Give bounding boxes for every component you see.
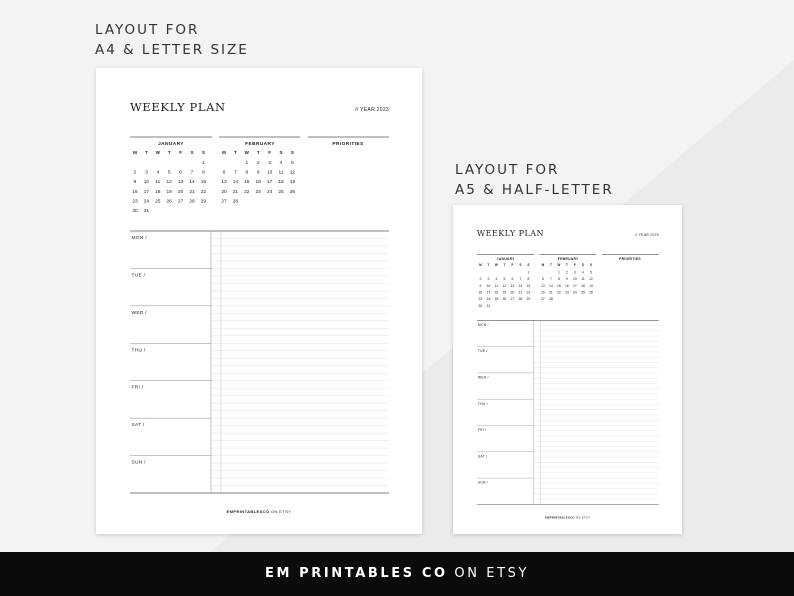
- a4-month-0-date-17: 17: [143, 189, 150, 195]
- a5-month-0-date-18: 18: [494, 290, 499, 295]
- a5-day-4: FRI /: [477, 428, 487, 433]
- a4-month-1-date-26: 26: [289, 189, 296, 195]
- a5-month-0-date-27: 27: [510, 297, 515, 302]
- a4-priorities: PRIORITIES: [332, 142, 364, 147]
- a5-month-0-dow-0: M: [479, 263, 482, 268]
- a5-month-0-dow-1: T: [487, 263, 490, 268]
- a4-month-0-dow-4: F: [179, 150, 182, 155]
- a4-month-1-date-9: 9: [256, 170, 260, 176]
- a4-month-1-date-8: 8: [245, 170, 249, 176]
- a4-title: WEEKLY PLAN: [130, 100, 226, 114]
- a4-month-0-date-27: 27: [177, 199, 184, 205]
- a4-month-1-date-15: 15: [244, 180, 250, 186]
- a5-day-3: THU /: [477, 401, 488, 406]
- a5-month-1-dow-6: S: [589, 263, 593, 268]
- a4-month-1-dow-5: S: [279, 150, 283, 155]
- a4-month-1-date-28: 28: [232, 199, 239, 205]
- a5-month-1-date-10: 10: [573, 277, 577, 282]
- a4-month-1-dow-1: T: [234, 150, 237, 155]
- a5-month-1-date-4: 4: [582, 270, 584, 275]
- a5-month-0-date-9: 9: [479, 283, 482, 288]
- a5-month-1-date-2: 2: [566, 270, 568, 275]
- a4-month-0-date-28: 28: [189, 199, 195, 205]
- a4-month-1-date-16: 16: [255, 180, 261, 186]
- a4-month-0-date-22: 22: [200, 189, 207, 195]
- a4-month-1-name: FEBRUARY: [245, 142, 275, 147]
- a5-month-1-date-20: 20: [541, 290, 545, 295]
- caption-a4-line2: A4 & LETTER SIZE: [95, 42, 249, 58]
- a4-day-4: FRI /: [131, 385, 144, 391]
- a5-month-1-dow-0: M: [541, 263, 545, 268]
- a5-month-0-date-21: 21: [518, 290, 523, 295]
- a5-month-1-date-17: 17: [573, 283, 577, 288]
- a5-month-0-date-12: 12: [502, 283, 507, 288]
- a5-month-1-date-6: 6: [541, 277, 544, 282]
- footer-banner: [0, 552, 794, 596]
- a4-month-1-date-10: 10: [266, 170, 273, 176]
- a5-month-0-date-10: 10: [486, 283, 491, 288]
- a4-month-1-date-22: 22: [244, 189, 250, 195]
- a5-month-0-date-6: 6: [511, 277, 514, 282]
- a4-month-1-date-27: 27: [221, 199, 227, 205]
- a4-month-0-date-1: 1: [202, 161, 205, 166]
- a5-month-1-date-18: 18: [581, 283, 585, 288]
- a4-day-6: SUN /: [131, 460, 146, 466]
- a5-month-1-date-11: 11: [581, 277, 585, 282]
- a4-month-0-date-6: 6: [179, 170, 182, 176]
- a4-month-1-date-5: 5: [291, 161, 294, 166]
- a4-month-0-date-13: 13: [177, 180, 184, 186]
- a5-month-0-date-28: 28: [518, 297, 523, 302]
- a5-month-0-dow-5: S: [519, 263, 522, 268]
- a4-month-1-date-3: 3: [268, 161, 271, 166]
- a4-month-1-date-23: 23: [255, 189, 261, 195]
- a4-footer-text: EMPRINTABLESCO ON ETSY: [226, 509, 292, 514]
- a5-month-1-date-15: 15: [557, 283, 561, 288]
- a4-month-1-dow-2: W: [244, 150, 249, 155]
- planner-page-a4: [96, 68, 422, 534]
- a5-month-0-date-5: 5: [503, 277, 506, 282]
- a4-month-0-date-21: 21: [189, 189, 195, 195]
- a4-month-0-date-16: 16: [132, 189, 138, 195]
- a5-month-1-date-27: 27: [541, 297, 545, 302]
- a5-month-0-date-15: 15: [526, 283, 531, 288]
- a5-month-0-date-1: 1: [527, 270, 530, 275]
- a5-month-1-dow-5: S: [581, 263, 585, 268]
- a5-month-0-date-19: 19: [502, 290, 507, 295]
- a5-month-0-date-16: 16: [478, 290, 483, 295]
- a5-month-0-dow-4: F: [511, 263, 514, 268]
- a4-month-1-date-17: 17: [266, 180, 273, 186]
- a4-month-0-date-30: 30: [132, 209, 138, 214]
- a4-month-1-date-1: 1: [245, 161, 249, 166]
- caption-a4-line1: LAYOUT FOR: [95, 22, 200, 38]
- a5-day-2: WED /: [477, 375, 489, 380]
- a4-month-1-date-14: 14: [232, 180, 239, 186]
- a4-month-0-name: JANUARY: [158, 142, 184, 147]
- a4-month-1-date-12: 12: [289, 170, 296, 176]
- a4-day-1: TUE /: [131, 273, 146, 279]
- a5-month-0-date-26: 26: [502, 297, 507, 302]
- a5-month-1-date-25: 25: [581, 290, 585, 295]
- a4-month-0-date-24: 24: [143, 199, 150, 205]
- a4-month-0-date-14: 14: [189, 180, 195, 186]
- a4-month-1-date-11: 11: [278, 170, 284, 176]
- a4-month-0-dow-3: T: [167, 150, 171, 155]
- a4-month-1-date-2: 2: [256, 161, 260, 166]
- a4-month-1-dow-3: T: [256, 150, 260, 155]
- a5-month-1-date-1: 1: [557, 270, 560, 275]
- a5-month-0-dow-6: S: [527, 263, 530, 268]
- a5-month-0-dow-2: W: [494, 263, 498, 268]
- a5-month-0-date-11: 11: [494, 283, 499, 288]
- a5-month-0-date-22: 22: [526, 290, 531, 295]
- a4-day-5: SAT /: [131, 423, 145, 429]
- planner-page-a5: [453, 205, 682, 534]
- a5-month-0-date-14: 14: [518, 283, 523, 288]
- a4-month-0-date-7: 7: [190, 170, 194, 176]
- a5-month-1-date-9: 9: [566, 277, 568, 282]
- a5-month-1-date-5: 5: [590, 270, 592, 275]
- a4-month-0-date-19: 19: [166, 189, 172, 195]
- a5-month-1-date-26: 26: [589, 290, 593, 295]
- a4-month-0-date-3: 3: [145, 170, 148, 176]
- a5-month-0-date-2: 2: [479, 277, 482, 282]
- a4-month-0-date-9: 9: [133, 180, 137, 186]
- a4-month-0-date-25: 25: [155, 199, 161, 205]
- a5-month-0-date-30: 30: [478, 303, 483, 308]
- a5-month-1-date-19: 19: [589, 283, 593, 288]
- a4-month-0-date-12: 12: [166, 180, 172, 186]
- a4-month-1-dow-0: M: [222, 150, 226, 155]
- a5-planner-svg: [453, 205, 682, 534]
- a4-year: // YEAR 2023: [355, 107, 389, 113]
- a4-month-0-dow-2: W: [155, 150, 160, 155]
- a5-day-0: MON /: [477, 322, 489, 327]
- a5-month-1-name: FEBRUARY: [557, 256, 579, 261]
- a5-month-1-dow-2: W: [557, 263, 561, 268]
- caption-a4: [95, 20, 249, 60]
- a4-day-0: MON /: [131, 236, 147, 241]
- a4-month-1-date-7: 7: [234, 170, 237, 176]
- a5-month-0-date-7: 7: [519, 277, 522, 282]
- a4-month-0-date-5: 5: [167, 170, 171, 176]
- a5-month-0-date-25: 25: [494, 297, 499, 302]
- a5-year: // YEAR 2023: [635, 233, 659, 238]
- a4-month-1-date-6: 6: [222, 170, 226, 176]
- a5-month-1-dow-3: T: [565, 263, 568, 268]
- a4-month-0-date-29: 29: [200, 199, 207, 205]
- a5-month-1-date-13: 13: [541, 283, 545, 288]
- a5-month-0-date-13: 13: [510, 283, 515, 288]
- a4-month-1-date-13: 13: [221, 180, 227, 186]
- caption-a5-line2: A5 & HALF-LETTER: [455, 182, 614, 198]
- a5-month-1-date-7: 7: [549, 277, 552, 282]
- a5-month-1-date-21: 21: [549, 290, 553, 295]
- a5-month-1-date-22: 22: [557, 290, 561, 295]
- a5-month-0-date-31: 31: [486, 303, 491, 308]
- a4-month-0-date-4: 4: [156, 170, 160, 176]
- a5-month-0-date-23: 23: [478, 297, 483, 302]
- a5-month-0-date-24: 24: [486, 297, 491, 302]
- a4-month-0-date-31: 31: [143, 209, 150, 214]
- a5-month-1-dow-4: F: [573, 263, 576, 268]
- a4-month-1-dow-4: F: [268, 150, 271, 155]
- a4-month-1-date-21: 21: [232, 189, 239, 195]
- a4-month-0-date-23: 23: [132, 199, 138, 205]
- footer-suffix: ON ETSY: [454, 566, 530, 581]
- a4-planner-svg: [96, 68, 422, 534]
- a5-footer-text: EMPRINTABLESCO ON ETSY: [544, 515, 591, 520]
- a4-month-0-date-26: 26: [166, 199, 172, 205]
- a4-month-0-dow-6: S: [201, 150, 205, 155]
- a4-month-0-date-20: 20: [177, 189, 184, 195]
- a5-month-0-date-17: 17: [486, 290, 491, 295]
- a5-month-1-date-14: 14: [549, 283, 553, 288]
- a5-month-0-date-8: 8: [527, 277, 530, 282]
- a4-month-0-date-2: 2: [133, 170, 137, 176]
- a5-month-0-date-4: 4: [495, 277, 498, 282]
- a5-priorities: PRIORITIES: [619, 256, 641, 261]
- caption-a5: [455, 160, 614, 200]
- a4-month-0-date-15: 15: [200, 180, 207, 186]
- a4-month-1-date-20: 20: [221, 189, 227, 195]
- a4-day-2: WED /: [131, 310, 147, 316]
- a5-day-1: TUE /: [477, 349, 488, 354]
- a4-month-0-dow-5: S: [190, 150, 194, 155]
- a4-month-0-date-11: 11: [155, 180, 161, 186]
- a5-month-0-name: JANUARY: [496, 256, 515, 261]
- a5-day-5: SAT /: [477, 454, 488, 459]
- a4-month-1-date-4: 4: [279, 161, 283, 166]
- a4-month-0-dow-0: M: [133, 150, 137, 155]
- a4-month-0-dow-1: T: [145, 150, 148, 155]
- a5-month-0-date-3: 3: [487, 277, 490, 282]
- a5-month-1-dow-1: T: [549, 263, 552, 268]
- a5-month-1-date-12: 12: [589, 277, 593, 282]
- a5-title: WEEKLY PLAN: [476, 229, 544, 239]
- a4-month-1-date-18: 18: [278, 180, 284, 186]
- caption-a5-line1: LAYOUT FOR: [455, 162, 560, 178]
- a5-month-1-date-3: 3: [574, 270, 576, 275]
- a5-month-1-date-23: 23: [565, 290, 569, 295]
- a4-month-0-date-18: 18: [155, 189, 161, 195]
- a5-month-1-date-24: 24: [573, 290, 577, 295]
- a5-day-6: SUN /: [477, 480, 488, 485]
- a4-month-1-dow-6: S: [290, 150, 294, 155]
- a5-month-0-date-20: 20: [510, 290, 515, 295]
- a5-month-0-date-29: 29: [526, 297, 531, 302]
- a4-month-1-date-25: 25: [278, 189, 284, 195]
- a4-month-0-date-8: 8: [202, 170, 205, 176]
- a5-month-1-date-16: 16: [565, 283, 569, 288]
- footer-brand: EM PRINTABLES CO: [264, 566, 448, 581]
- a5-month-1-date-28: 28: [549, 297, 553, 302]
- a5-month-0-dow-3: T: [503, 263, 506, 268]
- a5-month-1-date-8: 8: [557, 277, 560, 282]
- a4-day-3: THU /: [131, 348, 146, 354]
- a4-month-0-date-10: 10: [143, 180, 150, 186]
- a4-month-1-date-19: 19: [289, 180, 296, 186]
- a4-month-1-date-24: 24: [266, 189, 273, 195]
